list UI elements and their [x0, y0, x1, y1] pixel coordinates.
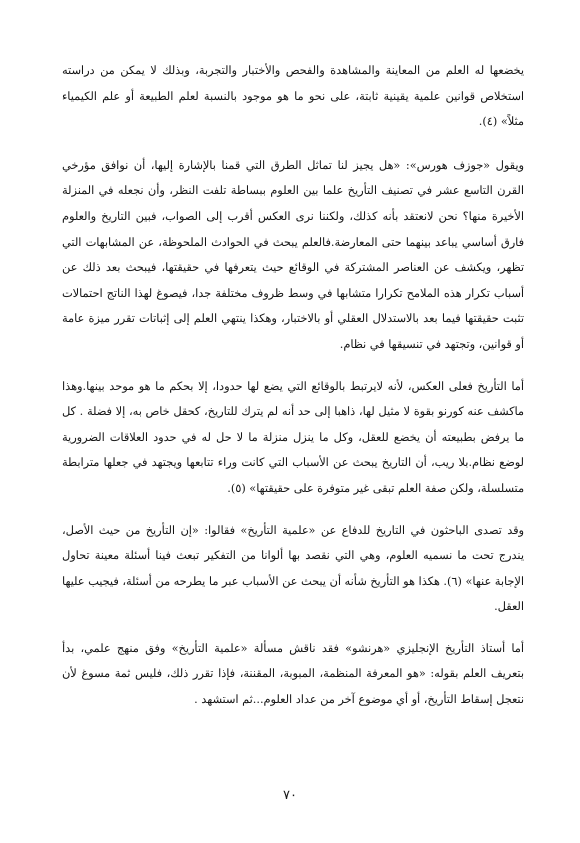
- paragraph-hearnshaw: أما أستاذ التأريخ الإنجليزي «هرنشو» فقد ناقش مسألة «علمية التأريخ» وفق منهج علمي، بدأ بتعريف العلم بقوله: «هو المعرفة المنظمة، المبوبة، المقننة، فإذا تقرر ذلك، فليس ثمة مسوغ لأن نتعجل إسقاط التأريخ، أو أي موضوع آخر من عداد العلوم...ثم استشهد .: [62, 641, 524, 707]
- page-number: ٧٠: [283, 788, 297, 803]
- paragraph-continuation: يخضعها له العلم من المعاينة والمشاهدة والفحص والأختبار والتجربة، وبذلك لا يمكن من دراسته استخلاص قوانين علمية يقينية ثابتة، على نحو ما هو موجود بالنسبة لعلم الطبيعة أو علم الكيمياء مثلاً» (٤).: [62, 64, 524, 129]
- paragraph-defense-of-history: وقد تصدى الباحثون في التاريخ للدفاع عن «علمية التأريخ» فقالوا: «إن التأريخ من حيث الأصل، يندرج تحت ما نسميه العلوم، وهي التي نقصد بها ألوانا من التفكير تبعث فينا أسئلة معينة تحاول الإجابة عنها» (٦). هكذا هو التأريخ شأنه أن يبحث عن الأسباب عبر ما يطرحه من أسئلة، فيجيب عليها العقل.: [62, 523, 524, 614]
- paragraph-history-contrast: أما التأريخ فعلى العكس، لأنه لايرتبط بالوقائع التي يضع لها حدودا، إلا بحكم ما هو موحد بينها.وهذا ماكشف عنه كورنو بقوة لا مثيل لها، ذاهبا إلى حد أنه لم يترك للتاريخ، كحقل خاص به، إلا فضلة . كل ما يرفض بطبيعته أن يخضع للعقل، وكل ما ينزل منزلة ما لا حل له في حدود العلاقات الضرورية لوضع نظام.بلا ريب، أن التاريخ يبحث عن الأسباب التي كانت وراء تتابعها ويجتهد في جعلها مترابطة متسلسلة، ولكن صفة العلم تبقى غير متوفرة على حقيقتها» (٥).: [62, 379, 524, 495]
- paragraph-joseph-hours-quote: ويقول «جوزف هورس»: «هل يجيز لنا تماثل الطرق التي قمنا بالإشارة إليها، أن نوافق مؤرخي القرن التاسع عشر في تصنيف التأريخ علما بين العلوم ببساطة تلفت النظر، وأن نجعله في المنزلة الأخيرة منها؟ نحن لانعتقد بأنه كذلك، ولكننا نرى العكس أقرب إلى الصواب، فبين التاريخ والعلوم فارق أساسي يباعد بينهما حتى المعارضة.فالعلم يبحث في الحوادث الملحوظة، عن المشابهات التي تظهر، ويكشف عن العناصر المشتركة في الوقائع حيث يتعرفها في حقيقتها، فيبحث بعد ذلك عن أسباب تكرار هذه الملامح تكرارا متشابها في وسط ظروف مختلفة جدا، فيصوغ لهذا الناتج احتمالات تثبت حقيقتها فيما بعد بالاستدلال العقلي أو بالاختبار، وهكذا ينتهي العلم إلى إثباتات تقرر ميزة عامة أو قوانين، وتجتهد في تنسيقها في نظام.: [62, 158, 524, 351]
- page-body: [62, 58, 524, 818]
